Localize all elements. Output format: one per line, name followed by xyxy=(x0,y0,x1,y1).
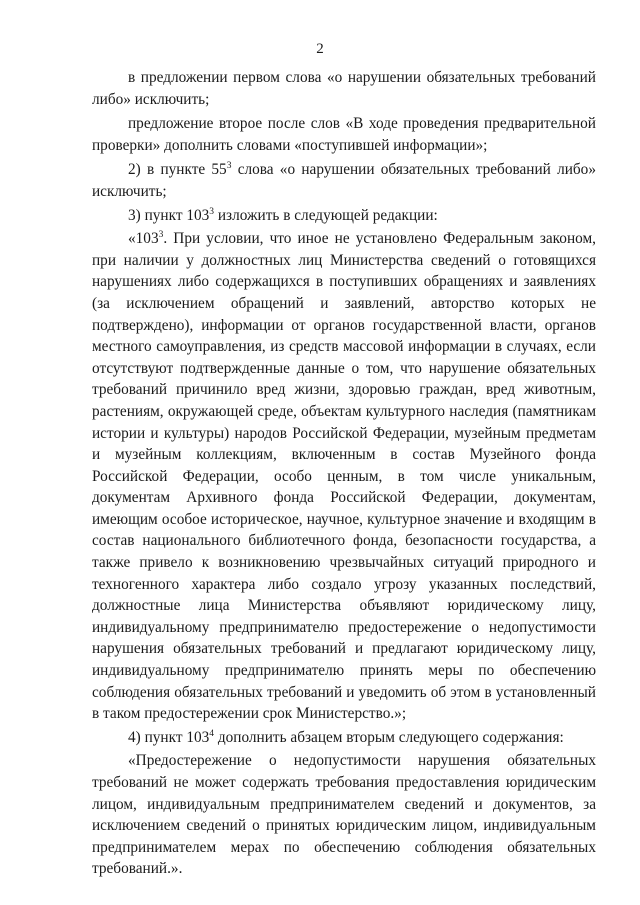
page-number: 2 xyxy=(316,41,324,57)
paragraph-3 xyxy=(92,159,596,202)
paragraph-6-text-end: дополнить абзацем вторым следующего содержания: xyxy=(214,728,564,746)
paragraph-4 xyxy=(92,205,596,227)
paragraph-6-superscript: 4 xyxy=(209,728,215,739)
document-body xyxy=(92,67,596,880)
paragraph-3-superscript: 3 xyxy=(226,161,232,172)
paragraph-4-text-start: 3) пункт 103 xyxy=(128,206,210,224)
paragraph-2: предложение второе после слов «В ходе проведения предварительной проверки» дополнить словами «поступившей информации»; xyxy=(92,115,596,154)
paragraph-3-text-start: 2) в пункте 55 xyxy=(128,161,227,179)
paragraph-4-text-end: изложить в следующей редакции: xyxy=(214,206,438,224)
paragraph-1: в предложении первом слова «о нарушении обязательных требований либо» исключить; xyxy=(92,69,596,108)
paragraph-3-text-end: слова «о нарушении обязательных требований либо» исключить; xyxy=(92,161,596,200)
paragraph-6-text-start: 4) пункт 103 xyxy=(128,728,210,746)
paragraph-7-quoted-clause: «Предостережение о недопустимости нарушения обязательных требований не может содержать требования предоставления юридическим лицом, индивидуальным предпринимателем сведений и документов, за исключением сведений о принятых юридическим лицом, индивидуальным предпринимателем мерах по обеспечению соблюдения обязательных требований.». xyxy=(92,752,596,878)
paragraph-5-superscript: 3 xyxy=(158,230,164,241)
paragraph-5-quoted-clause xyxy=(92,228,596,725)
paragraph-5-text-start: «103 xyxy=(128,230,159,248)
paragraph-6 xyxy=(92,727,596,749)
paragraph-5-text-end: . При условии, что иное не установлено Федеральным законом, при наличии у должностных лиц Министерства сведений о готовящихся нарушениях либо содержащихся в поступивших обращениях и заявлениях (за исключением обращений и заявлений, авторство которых не подтверждено), информации от органов государственной власти, органов местного самоуправления, из средств массовой информации в случаях, если отсутствуют подтвержденные данные о том, что нарушение обязательных требований причинило вред жизни, здоровью граждан, вред животным, растениям, окружающей среде, объектам культурного наследия (памятникам истории и культуры) народов Российской Федерации, музейным предметам и музейным коллекциям, включенным в состав Музейного фонда Российской Федерации, особо ценным, в том числе уникальным, документам Архивного фонда Российской Федерации, документам, имеющим особое историческое, научное, культурное значение и входящим в состав национального библиотечного фонда, безопасности государства, а также привело к возникновению чрезвычайных ситуаций природного и техногенного характера либо создало угрозу указанных последствий, должностные лица Министерства объявляют юридическому лицу, индивидуальному предпринимателю предостережение о недопустимости нарушения обязательных требований и предлагают юридическому лицу, индивидуальному предпринимателю принять меры по обеспечению соблюдения обязательных требований и уведомить об этом в установленный в таком предостережении срок Министерство.»; xyxy=(92,230,596,723)
paragraph-4-superscript: 3 xyxy=(209,206,215,217)
